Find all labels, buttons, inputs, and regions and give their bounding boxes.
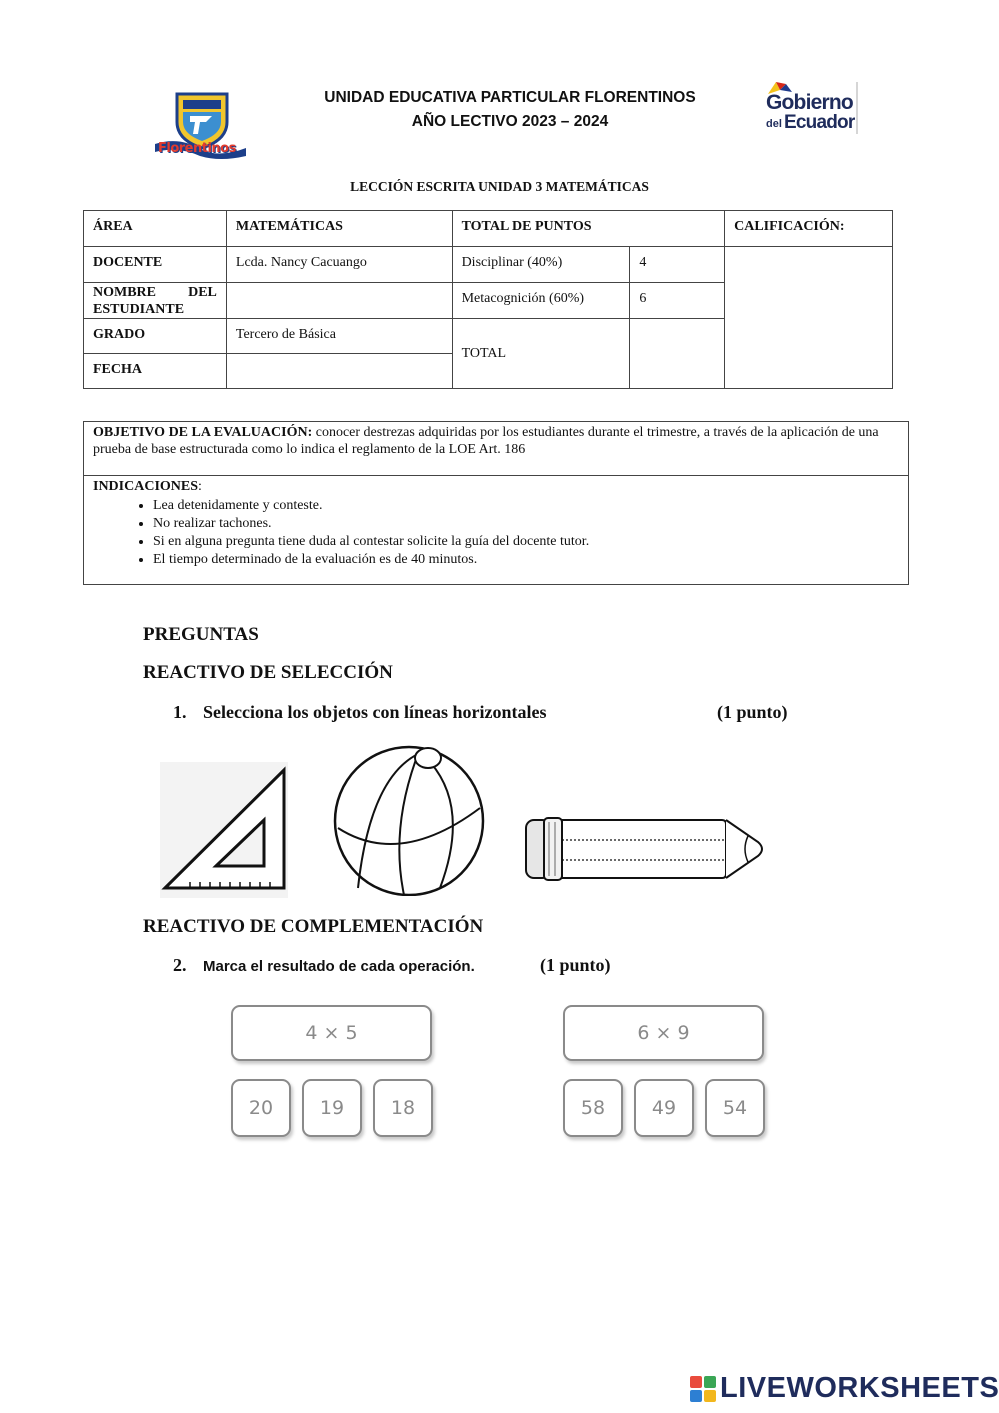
pencil-icon <box>522 812 768 886</box>
instructions-label: INDICACIONES <box>93 479 199 494</box>
operation-2-option-54[interactable]: 54 <box>705 1079 765 1137</box>
instruction-item: • Lea detenidamente y conteste. <box>153 497 899 515</box>
instructions-list <box>93 497 899 569</box>
total-label: TOTAL <box>452 319 630 389</box>
operation-2-option-49[interactable]: 49 <box>634 1079 694 1137</box>
objective-box <box>83 421 909 585</box>
beach-ball-icon <box>330 738 488 896</box>
question1-text: Selecciona los objetos con líneas horizontales <box>203 702 547 722</box>
total-points-label: TOTAL DE PUNTOS <box>452 211 725 247</box>
section1-heading: REACTIVO DE SELECCIÓN <box>143 662 393 683</box>
lesson-title: LECCIÓN ESCRITA UNIDAD 3 MATEMÁTICAS <box>350 179 649 194</box>
objective-text: conocer destrezas adquiridas por los estudiantes durante el trimestre, a través de la aplicación de una prueba de base estructurada como lo indica el reglamento de la LOE Art. 186 <box>93 425 879 457</box>
student-name-field[interactable] <box>226 283 452 319</box>
pencil-option[interactable] <box>522 812 768 886</box>
instruction-item: • Si en alguna pregunta tiene duda al contestar solicite la guía del docente tutor. <box>153 533 899 551</box>
liveworksheets-brand <box>690 1372 999 1406</box>
gov-logo-del: del <box>766 118 782 130</box>
beach-ball-option[interactable] <box>330 738 488 896</box>
disciplinar-label: Disciplinar (40%) <box>452 247 630 283</box>
section2-heading: REACTIVO DE COMPLEMENTACIÓN <box>143 916 484 937</box>
school-header <box>300 86 720 134</box>
info-table <box>83 210 893 389</box>
course-label: GRADO <box>84 319 227 354</box>
instruction-item: • No realizar tachones. <box>153 515 899 533</box>
objective-section <box>84 422 908 476</box>
question2-text: Marca el resultado de cada operación. <box>203 958 475 975</box>
question1-points: (1 punto) <box>717 702 788 722</box>
operation-1-option-20[interactable]: 20 <box>231 1079 291 1137</box>
instructions-section: INDICACIONES: • Lea detenidamente y conteste. • No realizar tachones. • Si en alguna pregunta tiene duda al contestar solicite la guía del docente tutor. • El tiempo determinado de la evaluación es de 40 minutos. <box>84 476 908 571</box>
set-square-icon <box>160 762 288 898</box>
grade-label: CALIFICACIÓN: <box>725 211 893 247</box>
gov-logo-line1: Gobierno <box>766 91 853 114</box>
liveworksheets-text: LIVEWORKSHEETS <box>720 1372 999 1404</box>
school-year: AÑO LECTIVO 2023 – 2024 <box>411 113 609 130</box>
gov-logo-line2: Ecuador <box>784 112 855 133</box>
objective-label: OBJETIVO DE LA EVALUACIÓN: <box>93 425 313 440</box>
school-name: UNIDAD EDUCATIVA PARTICULAR FLORENTINOS <box>324 89 696 106</box>
area-value: MATEMÁTICAS <box>226 211 452 247</box>
operation-1-expression: 4 × 5 <box>231 1005 432 1061</box>
instruction-item: • El tiempo determinado de la evaluación es de 40 minutos. <box>153 551 899 569</box>
teacher-label: DOCENTE <box>84 247 227 283</box>
questions-heading: PREGUNTAS <box>143 624 259 645</box>
operation-2-option-58[interactable]: 58 <box>563 1079 623 1137</box>
liveworksheets-logo-icon <box>690 1376 716 1402</box>
date-label: FECHA <box>84 354 227 389</box>
metacog-value: 6 <box>630 283 725 319</box>
date-field[interactable] <box>226 354 452 389</box>
grade-cell[interactable] <box>725 247 893 389</box>
question1-number: 1. <box>173 702 187 722</box>
question2-number: 2. <box>173 955 187 975</box>
school-logo <box>150 88 250 160</box>
area-label: ÁREA <box>84 211 227 247</box>
disciplinar-value: 4 <box>630 247 725 283</box>
operation-1-option-19[interactable]: 19 <box>302 1079 362 1137</box>
teacher-value: Lcda. Nancy Cacuango <box>226 247 452 283</box>
operation-1-option-18[interactable]: 18 <box>373 1079 433 1137</box>
metacog-label: Metacognición (60%) <box>452 283 630 319</box>
operation-2-expression: 6 × 9 <box>563 1005 764 1061</box>
question2-points: (1 punto) <box>540 955 611 975</box>
student-label: NOMBRE DEL ESTUDIANTE <box>84 283 227 319</box>
gov-logo-divider <box>856 82 858 134</box>
government-logo <box>762 80 862 136</box>
school-logo-text: Florentinos <box>158 141 236 156</box>
course-value: Tercero de Básica <box>226 319 452 354</box>
set-square-option[interactable] <box>160 762 288 898</box>
total-value[interactable] <box>630 319 725 389</box>
